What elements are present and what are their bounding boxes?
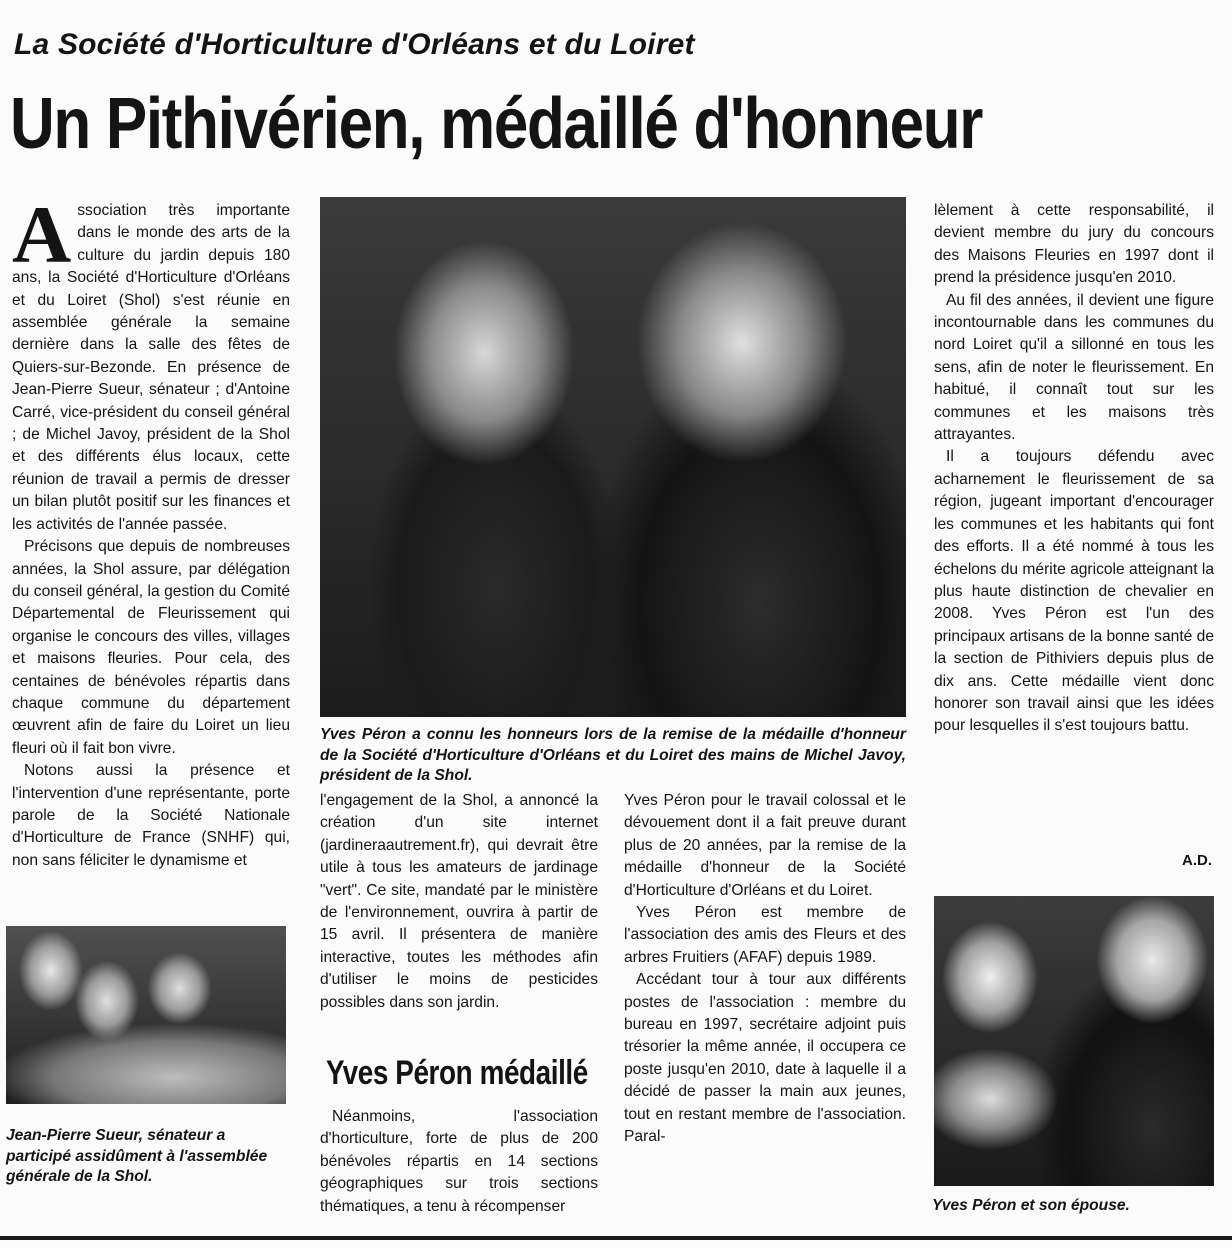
paragraph: Accédant tour à tour aux différents postes de l'association : membre du bureau en 1997, secrétaire adjoint puis trésorier la même année, il occupera ce poste jusqu'en 2010, date à laquelle il a décidé de passer la main aux jeunes, tout en restant membre de l'association. Paral- xyxy=(624,971,906,1146)
assembly-photo xyxy=(6,926,286,1104)
couple-photo-caption: Yves Péron et son épouse. xyxy=(932,1197,1130,1214)
column-4 xyxy=(934,200,1214,738)
headline: Un Pithivérien, médaillé d'honneur xyxy=(10,84,983,164)
paragraph: Au fil des années, il devient une figure incontournable dans les communes du nord Loiret qu'il a sillonné en tous les sens, afin de noter le fleurissement. En habitué, il connaît tout sur les communes et les maisons très attrayantes. xyxy=(934,291,1214,444)
column-2 xyxy=(320,790,598,1014)
paragraph: Notons aussi la présence et l'intervention d'une représentante, porte parole de la Société Nationale d'Horticulture de France (SNHF) qui, non sans féliciter le dynamisme et xyxy=(12,762,290,869)
subheading: Yves Péron médaillé xyxy=(326,1054,588,1092)
paragraph: Précisons que depuis de nombreuses années, la Shol assure, par délégation du conseil général, la gestion du Comité Départemental de Fleurissement qui organise le concours des villes, villages et maisons fleuries. Pour cela, des centaines de bénévoles répartis dans chaque commune du département œuvrent afin de faire du Loiret un lieu fleuri où il fait bon vivre. xyxy=(12,538,290,757)
column-2-continued xyxy=(320,1106,598,1218)
paragraph: Yves Péron pour le travail colossal et le dévouement dont il a fait preuve durant plus de 20 années, par la remise de la médaille d'honneur de la Société d'Horticulture d'Orléans et du Loiret. xyxy=(624,792,906,899)
paragraph: l'engagement de la Shol, a annoncé la création d'un site internet (jardineraautrement.fr), qui devrait être utile à tous les amateurs de jardinage "vert". Ce site, mandaté par le ministère de l'environnement, ouvrira à partir de 15 avril. Il présentera de manière interactive, toutes les méthodes afin d'utiliser le moins de pesticides possibles dans son jardin. xyxy=(320,792,598,1011)
paragraph: Association très importante dans le monde des arts de la culture du jardin depuis 180 ans, la Société d'Horticulture d'Orléans et du Loiret (Shol) s'est réunie en assemblée générale la semaine dernière dans la salle des fêtes de Quiers-sur-Bezonde. En présence de Jean-Pierre Sueur, sénateur ; d'Antoine Carré, vice-président du conseil général ; de Michel Javoy, président de la Shol et des différents élus locaux, cette réunion de travail a permis de dresser un bilan plutôt positif sur les finances et les activités de l'année passée. xyxy=(12,189,290,533)
couple-photo xyxy=(934,896,1214,1186)
medal-ceremony-photo xyxy=(320,197,906,717)
paragraph: Yves Péron est membre de l'association des amis des Fleurs et des arbres Fruitiers (AFAF) depuis 1989. xyxy=(624,904,906,966)
kicker: La Société d'Horticulture d'Orléans et du Loiret xyxy=(14,28,695,61)
assembly-photo-caption: Jean-Pierre Sueur, sénateur a participé assidûment à l'assemblée générale de la Shol. xyxy=(6,1127,268,1185)
paragraph: Néanmoins, l'association d'horticulture, forte de plus de 200 bénévoles répartis en 14 sections géographiques sur trois sections thématiques, a tenu à récompenser xyxy=(320,1108,598,1215)
drop-cap: A xyxy=(12,189,72,280)
medal-ceremony-caption: Yves Péron a connu les honneurs lors de la remise de la médaille d'honneur de la Société d'Horticulture d'Orléans et du Loiret des mains de Michel Javoy, président de la Shol. xyxy=(320,726,906,784)
author-signature: A.D. xyxy=(1182,852,1212,869)
column-3 xyxy=(624,790,906,1149)
bottom-rule xyxy=(0,1236,1232,1240)
paragraph: lèlement à cette responsabilité, il devient membre du jury du concours des Maisons Fleuries en 1997 dont il prend la présidence jusqu'en 2010. xyxy=(934,202,1214,287)
paragraph: Il a toujours défendu avec acharnement le fleurissement de sa région, jugeant important d'encourager les communes et les habitants qui font des efforts. Il a été nommé à tous les échelons du mérite agricole atteignant la plus haute distinction de chevalier en 2008. Yves Péron est l'un des principaux artisans de la bonne santé de la section de Pithiviers depuis plus de dix ans. Cette médaille vient donc honorer son travail ainsi que les idées pour lesquelles il s'est toujours battu. xyxy=(934,448,1215,735)
column-1 xyxy=(12,189,290,872)
